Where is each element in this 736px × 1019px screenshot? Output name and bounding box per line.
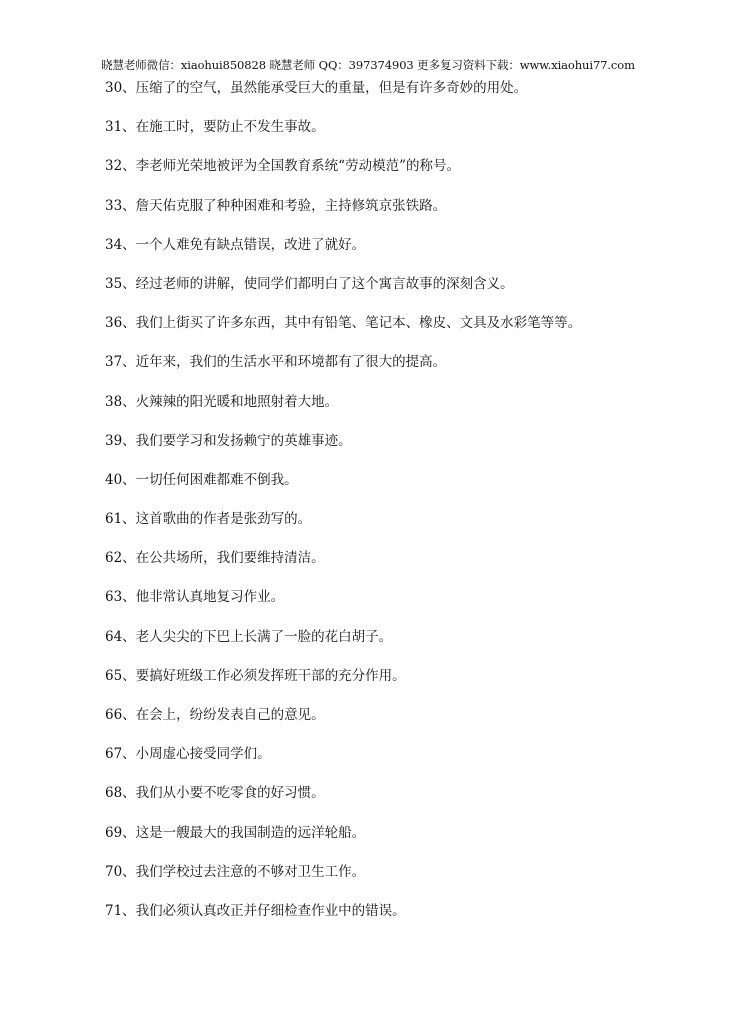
sentence-item: 36、我们上街买了许多东西，其中有铅笔、笔记本、橡皮、文具及水彩笔等等。	[105, 315, 582, 332]
sentence-item: 40、一切任何困难都难不倒我。	[105, 471, 298, 488]
sentence-item: 39、我们要学习和发扬赖宁的英雄事迹。	[105, 432, 352, 449]
sentence-item: 67、小周虚心接受同学们。	[105, 746, 271, 763]
sentence-item: 66、在会上，纷纷发表自己的意见。	[105, 707, 325, 723]
sentence-item: 69、这是一艘最大的我国制造的远洋轮船。	[105, 824, 366, 841]
sentence-item: 38、火辣辣的阳光暖和地照射着大地。	[105, 393, 339, 410]
sentence-item: 37、近年来，我们的生活水平和环境都有了很大的提高。	[105, 354, 447, 371]
sentence-item: 31、在施工时，要防止不发生事故。	[105, 119, 325, 136]
sentence-item: 65、要搞好班级工作必须发挥班干部的充分作用。	[105, 667, 406, 684]
sentence-list	[105, 78, 725, 940]
sentence-item: 35、经过老师的讲解，使同学们都明白了这个寓言故事的深刻含义。	[105, 275, 514, 292]
page-header: 晓慧老师微信：xiaohui850828 晓慧老师 QQ：397374903 更多复习资料下载：www.xiaohui77.com	[101, 58, 635, 72]
sentence-item: 61、这首歌曲的作者是张劲写的。	[105, 511, 312, 528]
sentence-item: 71、我们必须认真改正并仔细检查作业中的错误。	[105, 902, 406, 919]
sentence-item: 70、我们学校过去注意的不够对卫生工作。	[105, 863, 366, 880]
sentence-item: 32、李老师光荣地被评为全国教育系统“劳动模范”的称号。	[105, 158, 460, 175]
sentence-item: 30、压缩了的空气，虽然能承受巨大的重量，但是有许多奇妙的用处。	[105, 80, 528, 96]
sentence-item: 62、在公共场所，我们要维持清洁。	[105, 550, 325, 567]
sentence-item: 33、詹天佑克服了种种困难和考验，主持修筑京张铁路。	[105, 197, 447, 214]
sentence-item: 64、老人尖尖的下巴上长满了一脸的花白胡子。	[105, 628, 393, 645]
sentence-item: 68、我们从小要不吃零食的好习惯。	[105, 785, 325, 802]
sentence-item: 34、一个人难免有缺点错误，改进了就好。	[105, 236, 366, 253]
sentence-item: 63、他非常认真地复习作业。	[105, 589, 285, 606]
